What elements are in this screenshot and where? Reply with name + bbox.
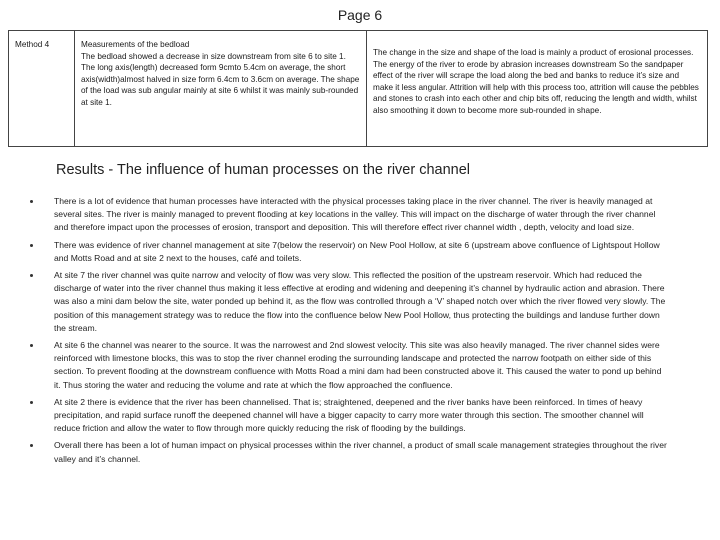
- bullet-text: At site 7 the river channel was quite narrow and velocity of flow was very slow. This reflected the position of the upstream reservoir. Which had reduced the discharge of water into the river channel thus making it less effective at eroding and widening and deepening it’s channel by hydraulic action and abrasion. There was also a mini dam below the site, water ponded up behind it, as the flow was controlled through a ‘V’ shaped notch over which the river flowed very slowly. The position of this management strategy was to reduce the flow into the confluence below New Pool Hollow, thus protecting the buildings and landuse further down the stream.: [54, 270, 666, 333]
- list-item: [30, 239, 670, 265]
- list-item: [30, 439, 670, 465]
- measurements-cell: Measurements of the bedload The bedload showed a decrease in size downstream from site 6 to site 1. The long axis(length) decreased form 9cmto 5.4cm on average, the short axis(width)almost halved in size form 6.4cm to 3.6cm on average. The shape of the load was sub angular mainly at site 6 whilst it was mainly sub-rounded at site 1.: [75, 31, 367, 146]
- bullet-icon: [30, 244, 33, 247]
- bullet-text: There was evidence of river channel management at site 7(below the reservoir) on New Pool Hollow, at site 6 (upstream above confluence of Lightspout Hollow and Motts Road and at site 2 next to the houses, café and toilets.: [54, 239, 660, 263]
- bullet-text: There is a lot of evidence that human processes have interacted with the physical processes taking place in the river channel. The river is heavily managed at several sites. The river is mainly managed to prevent flooding at key locations in the valley. This will impact on the discharge of water through the river channel and therefore impact upon the processes of erosion, transport and deposition. This will therefore effect river channel width , depth, velocity and load size.: [54, 196, 656, 233]
- results-list: [30, 195, 670, 470]
- bullet-icon: [30, 274, 33, 277]
- list-item: [30, 339, 670, 392]
- page-number: Page 6: [337, 7, 383, 23]
- bullet-text: At site 2 there is evidence that the river has been channelised. That is; straightened, deepened and the river banks have been reinforced. In times of heavy precipitation, and rapid surface runoff the deepened channel will have a bigger capacity to carry more water through this section. The smoother channel will reduce friction and allow the water to flow through more quickly reducing the risk of flooding by the buildings.: [54, 396, 644, 434]
- bullet-icon: [30, 401, 33, 404]
- explanation-cell: The change in the size and shape of the load is mainly a product of erosional processes. The energy of the river to erode by abrasion increases downstream So the sandpaper effect of the river will scrape the load along the bed and banks to reduce it’s size and make it less angular. Attrition will help with this process too, attrition will cause the pebbles and stones to crash into each other and chip bits off, reducing the length and width, whilst also smoothing it down to become more sub-rounded in shape.: [373, 48, 699, 115]
- list-item: [30, 269, 670, 335]
- method-label: Method 4: [9, 31, 75, 146]
- bullet-icon: [30, 344, 33, 347]
- bullet-icon: [30, 444, 33, 447]
- list-item: [30, 396, 670, 436]
- list-item: [30, 195, 670, 235]
- bullet-icon: [30, 200, 33, 203]
- results-heading: Results - The influence of human processes on the river channel: [56, 162, 471, 178]
- method-table: [8, 30, 708, 147]
- bullet-text: At site 6 the channel was nearer to the source. It was the narrowest and 2nd slowest velocity. This site was also heavily managed. The river channel sides were reinforced with limestone blocks, this was to stop the river channel eroding the surrounding landscape and protected the narrow footpath on either side of this section. To prevent flooding at the downstream confluence with Motts Road a mini dam had been constructed above it. This caused the water to pond up behind it. Thus storing the water and reducing the volume and rate at which the flow approached the confluence.: [54, 340, 662, 390]
- bullet-text: Overall there has been a lot of human impact on physical processes within the river channel, a product of small scale management strategies throughout the river valley and it’s channel.: [54, 440, 667, 464]
